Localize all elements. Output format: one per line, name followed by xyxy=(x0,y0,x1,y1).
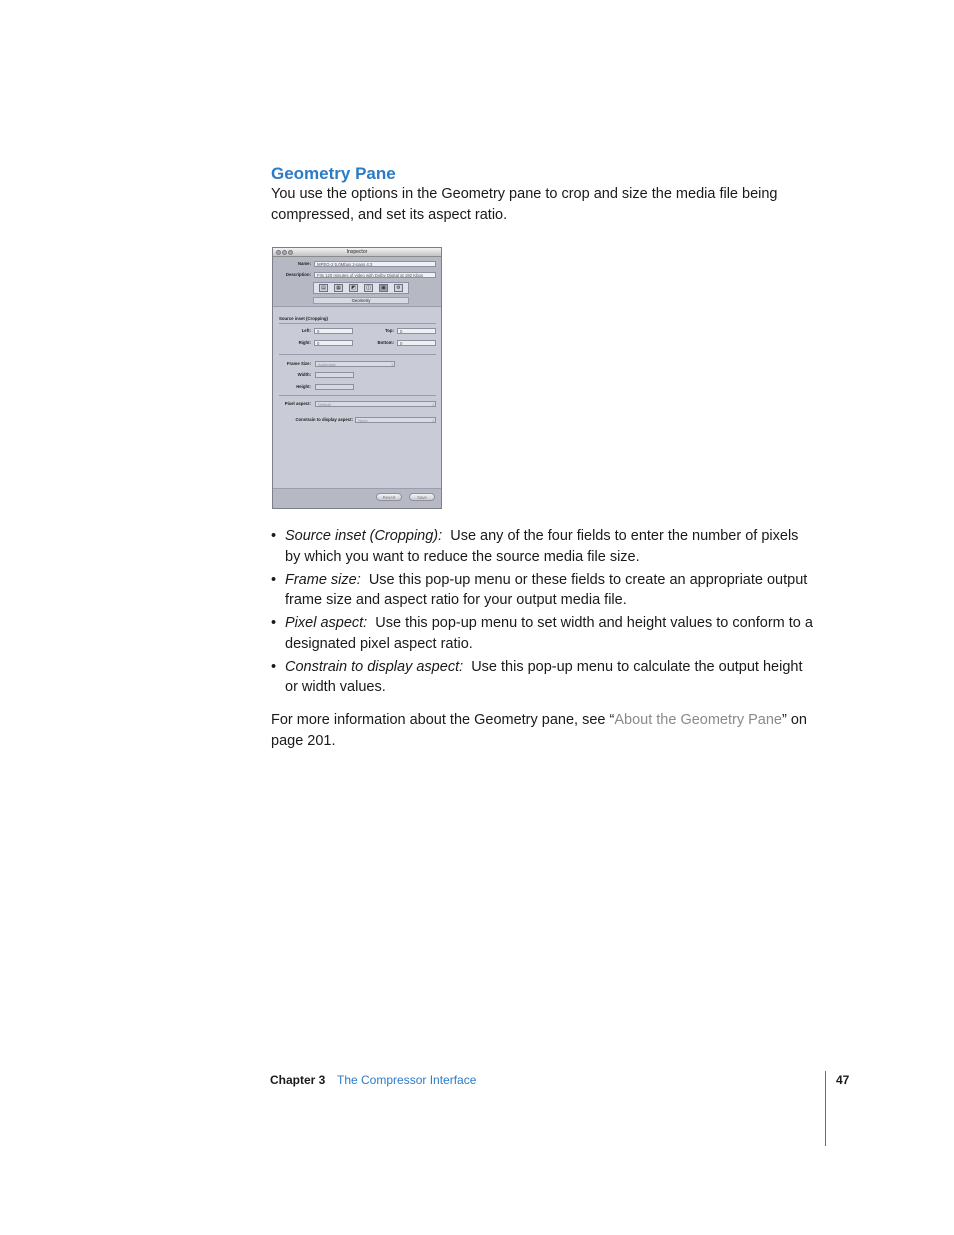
pixel-aspect-popup[interactable]: Default ↕ xyxy=(315,401,436,407)
bottom-label: Bottom: xyxy=(377,340,394,345)
name-field[interactable]: MPEG-2 5.0Mbps 2-pass 4:3 xyxy=(314,261,436,267)
right-label: Right: xyxy=(298,340,311,345)
frame-size-divider xyxy=(279,354,436,355)
bullet-term: Constrain to display aspect: xyxy=(285,658,464,675)
name-label: Name: xyxy=(297,261,311,266)
description-label: Description: xyxy=(285,272,311,277)
source-inset-divider xyxy=(279,323,436,324)
inspector-button-bar xyxy=(273,488,441,509)
description-field[interactable]: Fits 120 minutes of video with Dolby Digital at 192 Kbps xyxy=(314,272,436,278)
source-inset-heading: Source inset (Cropping) xyxy=(279,316,328,321)
frame-size-label: Frame Size: xyxy=(286,361,311,366)
inspector-tab-strip xyxy=(313,282,409,294)
save-button[interactable]: Save xyxy=(409,493,435,501)
active-tab-name: Geometry xyxy=(313,297,409,304)
bottom-field[interactable]: 0 xyxy=(397,340,436,346)
footer-chapter-label: Chapter 3 xyxy=(270,1073,326,1087)
inspector-titlebar xyxy=(273,248,441,257)
height-label: Height: xyxy=(296,384,311,389)
constrain-aspect-label: Constrain to display aspect: xyxy=(295,417,353,422)
summary-tab-icon[interactable]: ▤ xyxy=(319,284,328,292)
left-field[interactable]: 0 xyxy=(314,328,353,334)
list-item xyxy=(271,570,816,611)
bullet-icon: • xyxy=(271,658,277,675)
pixel-aspect-label: Pixel aspect: xyxy=(284,401,311,406)
more-info-paragraph xyxy=(271,710,816,751)
list-item xyxy=(271,657,816,698)
bullet-icon: • xyxy=(271,528,277,544)
option-bullet-list xyxy=(271,526,816,700)
inspector-title: Inspector xyxy=(346,249,368,255)
bullet-term: Frame size: xyxy=(285,571,361,588)
bullet-term: Pixel aspect: xyxy=(285,615,368,632)
top-field[interactable]: 0 xyxy=(397,328,436,334)
left-label: Left: xyxy=(301,328,311,333)
more-info-prefix: For more information about the Geometry pane, see “ xyxy=(271,712,615,728)
pixel-aspect-divider xyxy=(279,395,436,396)
bullet-term: Source inset (Cropping): xyxy=(285,528,443,544)
width-label: Width: xyxy=(297,372,311,377)
frame-controls-tab-icon[interactable]: ◩ xyxy=(349,284,358,292)
page-number: 47 xyxy=(836,1073,850,1087)
constrain-aspect-popup[interactable]: None ↕ xyxy=(355,417,436,423)
list-item xyxy=(271,613,816,654)
geometry-tab-icon[interactable]: ▣ xyxy=(379,284,388,292)
list-item xyxy=(271,526,816,567)
section-heading: Geometry Pane xyxy=(271,164,396,183)
more-info-suffix: ” on page 201. xyxy=(271,712,807,749)
bullet-icon: • xyxy=(271,615,277,632)
encoder-tab-icon[interactable]: ▦ xyxy=(334,284,343,292)
actions-tab-icon[interactable]: ⚙ xyxy=(394,284,403,292)
bullet-icon: • xyxy=(271,571,277,588)
bullet-text: Use this pop-up menu to set width and height values to conform to a designated pixel aspect ratio. xyxy=(285,615,813,652)
footer-chapter-title: The Compressor Interface xyxy=(337,1073,477,1087)
geometry-pane-link[interactable]: About the Geometry Pane xyxy=(614,712,782,728)
bullet-text: Use this pop-up menu or these fields to create an appropriate output frame size and aspect ratio for your output media file. xyxy=(285,571,808,609)
bullet-text: Use any of the four fields to enter the number of pixels by which you want to reduce the source media file size. xyxy=(285,528,799,565)
frame-size-popup[interactable]: Automatic ↕ xyxy=(315,361,395,367)
height-field[interactable] xyxy=(315,384,354,390)
intro-paragraph: You use the options in the Geometry pane to crop and size the media file being compressed, and set its aspect ratio. xyxy=(271,186,778,223)
inspector-window-screenshot xyxy=(272,247,442,509)
filters-tab-icon[interactable]: ◫ xyxy=(364,284,373,292)
revert-button[interactable]: Revert xyxy=(376,493,402,501)
width-field[interactable] xyxy=(315,372,354,378)
bullet-text: Use this pop-up menu to calculate the output height or width values. xyxy=(285,658,803,696)
top-label: Top: xyxy=(385,328,394,333)
right-field[interactable]: 0 xyxy=(314,340,353,346)
footer-divider xyxy=(825,1071,826,1146)
